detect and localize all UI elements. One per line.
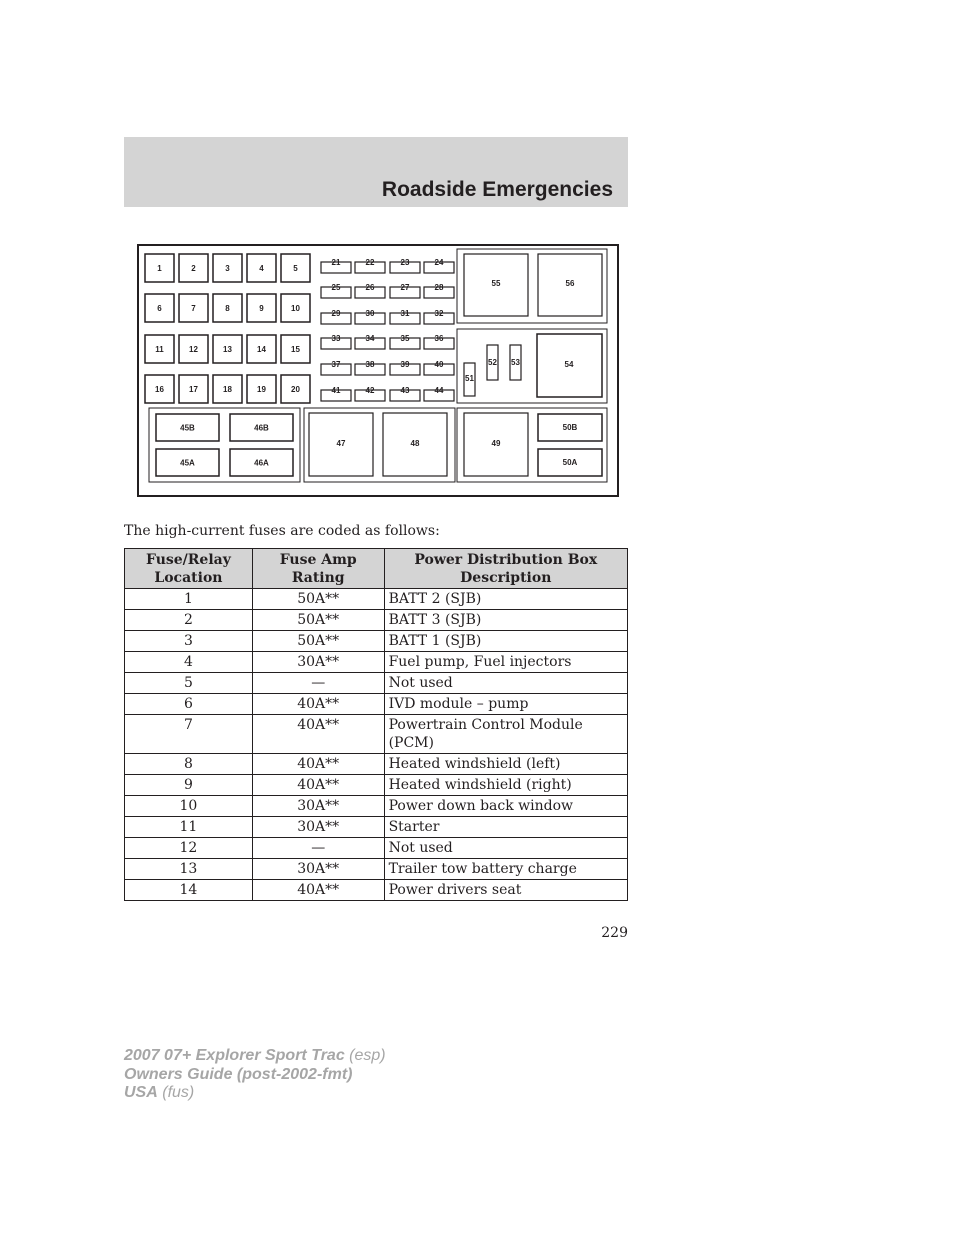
- fuse-label-1: 1: [157, 264, 162, 274]
- description-cell: Not used: [384, 838, 627, 859]
- fuse-label-50B: 50B: [562, 423, 578, 433]
- location-cell: 4: [125, 652, 253, 673]
- fuse-label-20: 20: [291, 385, 300, 395]
- footer-line-1: 2007 07+ Explorer Sport Trac (esp): [124, 1047, 386, 1064]
- rating-cell: 50A**: [252, 631, 384, 652]
- fuse-label-45B: 45B: [180, 423, 195, 433]
- column-header-2: Fuse Amp Rating: [252, 549, 384, 589]
- location-cell: 2: [125, 610, 253, 631]
- column-header-1: Fuse/Relay Location: [125, 549, 253, 589]
- location-cell: 8: [125, 754, 253, 775]
- fuse-label-7: 7: [191, 304, 196, 314]
- fuse-label-28: 28: [434, 283, 444, 293]
- footer-line-2: Owners Guide (post-2002-fmt): [124, 1065, 353, 1083]
- fuse-label-37: 37: [331, 360, 341, 370]
- table-row: [125, 673, 628, 694]
- column-header-3: Power Distribution Box Description: [384, 549, 627, 589]
- fuse-box-drawing: [139, 246, 617, 495]
- fuse-label-52: 52: [488, 358, 497, 368]
- table-row: [125, 775, 628, 796]
- fuse-table: [124, 548, 628, 901]
- fuse-label-23: 23: [400, 258, 410, 268]
- location-cell: 5: [125, 673, 253, 694]
- fuse-label-49: 49: [491, 439, 501, 449]
- rating-cell: 40A**: [252, 880, 384, 901]
- table-row: [125, 796, 628, 817]
- table-row: [125, 610, 628, 631]
- fuse-label-13: 13: [223, 345, 232, 355]
- rating-cell: —: [252, 838, 384, 859]
- table-body: [125, 589, 628, 901]
- fuse-label-18: 18: [223, 385, 232, 395]
- location-cell: 3: [125, 631, 253, 652]
- fuse-label-15: 15: [291, 345, 300, 355]
- fuse-label-11: 11: [155, 345, 164, 355]
- fuse-label-38: 38: [365, 360, 375, 370]
- description-cell: BATT 3 (SJB): [384, 610, 627, 631]
- description-cell: BATT 1 (SJB): [384, 631, 627, 652]
- location-cell: 7: [125, 715, 253, 754]
- table-header-row: [125, 549, 628, 589]
- fuse-label-43: 43: [400, 386, 410, 396]
- fuse-label-56: 56: [565, 279, 575, 289]
- rating-cell: 40A**: [252, 754, 384, 775]
- fuse-label-29: 29: [331, 309, 341, 319]
- fuse-label-9: 9: [259, 304, 264, 314]
- table-row: [125, 817, 628, 838]
- fuse-label-47: 47: [336, 439, 346, 449]
- fuse-label-24: 24: [434, 258, 444, 268]
- description-cell: Powertrain Control Module (PCM): [384, 715, 627, 754]
- table-row: [125, 652, 628, 673]
- document-footer: [124, 1047, 386, 1103]
- description-cell: Power down back window: [384, 796, 627, 817]
- description-cell: IVD module – pump: [384, 694, 627, 715]
- rating-cell: 40A**: [252, 694, 384, 715]
- table-row: [125, 880, 628, 901]
- fuse-label-5: 5: [293, 264, 298, 274]
- fuse-label-33: 33: [331, 334, 341, 344]
- page-number: 229: [601, 925, 628, 941]
- fuse-label-34: 34: [365, 334, 375, 344]
- description-cell: Heated windshield (right): [384, 775, 627, 796]
- fuse-label-6: 6: [157, 304, 162, 314]
- fuse-label-50A: 50A: [562, 458, 578, 468]
- fuse-label-32: 32: [434, 309, 444, 319]
- description-cell: Not used: [384, 673, 627, 694]
- rating-cell: 40A**: [252, 715, 384, 754]
- fuse-label-12: 12: [189, 345, 198, 355]
- intro-text: The high-current fuses are coded as follows:: [124, 523, 440, 539]
- rating-cell: 30A**: [252, 652, 384, 673]
- description-cell: Heated windshield (left): [384, 754, 627, 775]
- fuse-label-10: 10: [291, 304, 300, 314]
- rating-cell: 50A**: [252, 589, 384, 610]
- rating-cell: 30A**: [252, 817, 384, 838]
- fuse-label-22: 22: [365, 258, 375, 268]
- location-cell: 10: [125, 796, 253, 817]
- fuse-label-16: 16: [155, 385, 164, 395]
- rating-cell: —: [252, 673, 384, 694]
- location-cell: 1: [125, 589, 253, 610]
- table-row: [125, 694, 628, 715]
- fuse-label-31: 31: [400, 309, 410, 319]
- fuse-label-3: 3: [225, 264, 230, 274]
- fuse-label-14: 14: [257, 345, 266, 355]
- description-cell: Power drivers seat: [384, 880, 627, 901]
- table-row: [125, 838, 628, 859]
- fuse-label-35: 35: [400, 334, 410, 344]
- table-row: [125, 715, 628, 754]
- fuse-label-46A: 46A: [254, 458, 269, 468]
- fuse-label-19: 19: [257, 385, 266, 395]
- fuse-label-21: 21: [331, 258, 341, 268]
- fuse-label-54: 54: [564, 360, 574, 370]
- location-cell: 11: [125, 817, 253, 838]
- fuse-label-40: 40: [434, 360, 444, 370]
- fuse-label-53: 53: [511, 358, 520, 368]
- fuse-label-30: 30: [365, 309, 375, 319]
- section-header-band: [124, 137, 628, 207]
- description-cell: Starter: [384, 817, 627, 838]
- fuse-label-2: 2: [191, 264, 196, 274]
- fuse-box-diagram: [137, 244, 619, 497]
- description-cell: BATT 2 (SJB): [384, 589, 627, 610]
- rating-cell: 30A**: [252, 796, 384, 817]
- fuse-label-27: 27: [400, 283, 410, 293]
- rating-cell: 50A**: [252, 610, 384, 631]
- fuse-label-45A: 45A: [180, 458, 195, 468]
- location-cell: 9: [125, 775, 253, 796]
- fuse-label-41: 41: [331, 386, 341, 396]
- fuse-label-17: 17: [189, 385, 198, 395]
- fuse-label-51: 51: [465, 374, 474, 384]
- rating-cell: 30A**: [252, 859, 384, 880]
- table-row: [125, 589, 628, 610]
- description-cell: Trailer tow battery charge: [384, 859, 627, 880]
- fuse-label-25: 25: [331, 283, 341, 293]
- fuse-label-46B: 46B: [254, 423, 269, 433]
- rating-cell: 40A**: [252, 775, 384, 796]
- location-cell: 13: [125, 859, 253, 880]
- fuse-label-42: 42: [365, 386, 375, 396]
- location-cell: 14: [125, 880, 253, 901]
- fuse-label-4: 4: [259, 264, 264, 274]
- location-cell: 6: [125, 694, 253, 715]
- description-cell: Fuel pump, Fuel injectors: [384, 652, 627, 673]
- table-row: [125, 631, 628, 652]
- fuse-label-26: 26: [365, 283, 375, 293]
- section-title: Roadside Emergencies: [381, 178, 613, 201]
- table-row: [125, 859, 628, 880]
- location-cell: 12: [125, 838, 253, 859]
- footer-line-3: USA (fus): [124, 1084, 195, 1101]
- fuse-label-39: 39: [400, 360, 410, 370]
- fuse-label-55: 55: [491, 279, 501, 289]
- fuse-label-36: 36: [434, 334, 444, 344]
- fuse-label-48: 48: [410, 439, 420, 449]
- table-row: [125, 754, 628, 775]
- fuse-label-44: 44: [434, 386, 444, 396]
- fuse-label-8: 8: [225, 304, 230, 314]
